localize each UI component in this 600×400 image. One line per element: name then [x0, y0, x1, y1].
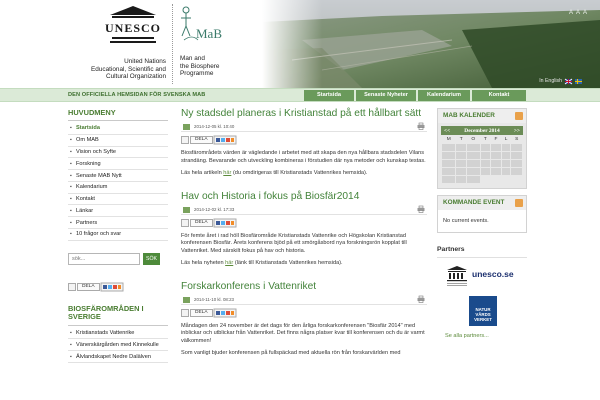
calendar-icon — [183, 297, 190, 303]
post-title-link[interactable]: Ny stadsdel planeras i Kristianstad på ett hållbart sätt — [181, 108, 422, 119]
news-feed — [181, 108, 427, 371]
mab-program-name — [180, 55, 219, 78]
menu-item-label: Senaste MAB Nytt — [76, 172, 122, 179]
unesco-line-2: Educational, Scientific and — [91, 65, 166, 73]
calendar-day[interactable] — [456, 159, 467, 167]
calendar-week — [442, 159, 523, 167]
calendar-day[interactable] — [467, 175, 480, 183]
print-icon[interactable] — [417, 296, 425, 303]
naturvardsverket-logo[interactable] — [469, 296, 497, 326]
post-body — [181, 233, 427, 268]
post-title-link[interactable]: Forskarkonferens i Vattenriket — [181, 280, 317, 292]
calendar-empty-cell — [501, 175, 511, 183]
bullet-icon: ▪ — [70, 160, 72, 167]
calendar-day[interactable] — [511, 143, 523, 151]
weekday-row — [442, 136, 523, 143]
hero-fade — [262, 0, 322, 88]
calendar-day[interactable] — [501, 167, 511, 175]
post-meta — [181, 123, 427, 132]
natur-line-3: VERKET — [474, 316, 492, 322]
prev-month-button[interactable]: << — [444, 127, 451, 134]
menu-item-om-mab[interactable] — [68, 135, 168, 147]
news-post — [181, 108, 427, 178]
site-tagline: DEN OFFICIELLA HEMSIDAN FÖR SVENSKA MAB — [68, 92, 206, 98]
menu-item-senaste-nytt[interactable] — [68, 170, 168, 182]
post-paragraph: För femte året i rad höll Biosfärområde Kristianstads Vattenrike och Högskolan Kristianstad konferensen Biosfär. Årets konferens bjöd på ett smörgåsbord nya forskningsrön kopplat till Vattenriket. Med särskilt fokus på hav och historia. — [181, 232, 407, 254]
menu-item-label: Kontakt — [76, 196, 95, 203]
calendar-week — [442, 167, 523, 175]
calendar-grid — [441, 136, 523, 184]
bullet-icon: ▪ — [70, 148, 72, 155]
sidebar-share-bar[interactable] — [68, 283, 168, 291]
post-share-bar[interactable] — [181, 309, 427, 317]
news-post — [181, 191, 427, 268]
share-plus-icon[interactable] — [181, 309, 189, 317]
calendar-week — [442, 175, 523, 183]
weekday-label: O — [471, 136, 476, 142]
post-date: 2014-12-02 kl. 17:33 — [194, 206, 235, 212]
weekday-label: L — [504, 136, 508, 142]
biosfar-item-label: Vänerskärgården med Kinnekulle — [76, 341, 159, 348]
rss-icon[interactable] — [515, 199, 523, 207]
natur-line-1: NATUR — [475, 306, 491, 312]
calendar-day[interactable] — [456, 143, 467, 151]
menu-item-label: 10 frågor och svar — [76, 231, 122, 238]
post-meta — [181, 296, 427, 305]
menu-item-partners[interactable] — [68, 217, 168, 229]
unesco-line-3: Cultural Organization — [105, 73, 166, 81]
calendar-heading-label: MAB KALENDER — [443, 112, 495, 119]
calendar-month-bar — [441, 126, 523, 135]
calendar-day[interactable] — [511, 167, 523, 175]
weekday-label: F — [494, 136, 498, 142]
menu-item-label: Forskning — [76, 160, 101, 167]
mab-logo[interactable] — [178, 0, 264, 88]
share-services-icon[interactable] — [101, 283, 123, 291]
post-title-link[interactable]: Hav och Historia i fokus på Biosfär2014 — [181, 190, 360, 202]
unesco-se-logo[interactable] — [445, 264, 514, 288]
calendar-day[interactable] — [511, 151, 523, 159]
logo-divider — [172, 4, 173, 84]
weekday-label: T — [483, 136, 487, 142]
calendar-day[interactable] — [501, 151, 511, 159]
calendar-week — [442, 143, 523, 151]
menu-item-label: Kalendarium — [76, 184, 108, 191]
calendar-day[interactable] — [491, 143, 502, 151]
font-size-controls[interactable]: A A A — [568, 10, 588, 16]
language-switcher[interactable] — [539, 78, 582, 84]
mab-line-2: the Biosphere — [180, 62, 220, 70]
events-empty-text: No current events. — [443, 217, 489, 224]
post-paragraph: Som vanligt bjuder konferensen på fullspäckad med aktuella rön från forskarvärlden med — [181, 350, 401, 356]
mab-wordmark: MaB — [196, 26, 222, 41]
text-segment: (länk till Kristianstads Vattenrikes hemsida). — [233, 260, 343, 266]
post-date: 2014-11-10 kl. 08:23 — [194, 296, 234, 302]
calendar-day[interactable] — [467, 143, 480, 151]
search-input[interactable] — [68, 253, 140, 265]
post-meta — [181, 206, 427, 215]
bullet-icon: ▪ — [70, 196, 72, 203]
print-icon[interactable] — [417, 206, 425, 213]
rss-icon[interactable] — [515, 112, 523, 120]
biosfar-item-kristianstad[interactable] — [68, 328, 168, 340]
calendar-day[interactable] — [442, 167, 456, 175]
share-services-icon[interactable] — [214, 136, 236, 144]
natur-line-2: VÅRDS — [475, 311, 491, 317]
share-plus-icon[interactable] — [181, 136, 189, 144]
weekday-label: S — [515, 136, 519, 142]
bullet-icon: ▪ — [70, 231, 72, 238]
share-label[interactable]: DELA — [190, 309, 213, 317]
calendar-day[interactable] — [511, 159, 523, 167]
read-more-link[interactable]: här — [223, 170, 232, 176]
biosfar-item-label: Kristianstads Vattenrike — [76, 330, 135, 337]
calendar-day[interactable] — [501, 143, 511, 151]
calendar-day[interactable] — [480, 151, 491, 159]
lang-label[interactable]: In English — [539, 78, 562, 84]
bullet-icon: ▪ — [70, 184, 72, 191]
calendar-day[interactable] — [480, 143, 491, 151]
calendar-icon — [183, 124, 190, 130]
left-sidebar — [68, 108, 168, 363]
menu-item-label: Partners — [76, 219, 98, 226]
naturvardsverket-wordmark — [469, 307, 497, 322]
share-label[interactable]: DELA — [190, 219, 213, 227]
bullet-icon: ▪ — [70, 207, 72, 214]
calendar-week — [442, 151, 523, 159]
text-segment: Läs hela nyheten — [181, 260, 226, 266]
menu-item-lankar[interactable] — [68, 205, 168, 217]
unesco-temple-icon — [104, 6, 162, 46]
biosfar-item-label: Älvlandskapet Nedre Dalälven — [76, 353, 151, 360]
unesco-wordmark: UNESCO — [104, 21, 162, 35]
share-label[interactable]: DELA — [77, 283, 100, 291]
unesco-logo[interactable] — [90, 0, 170, 88]
text-segment: (du omdirigeras till Kristianstads Vattenrikes hemsida). — [231, 170, 368, 176]
share-services-icon[interactable] — [214, 219, 236, 227]
calendar-day[interactable] — [456, 167, 467, 175]
search-form — [68, 253, 168, 265]
sweden-flag-icon[interactable] — [575, 79, 582, 84]
site-header — [0, 0, 600, 88]
calendar-widget — [437, 108, 527, 189]
calendar-day[interactable] — [501, 159, 511, 167]
unesco-se-wordmark: unesco.se — [472, 268, 514, 279]
post-paragraph: Biosfärområdets värden är vägledande i arbetet med att skapa den nya hållbara stadsdelen Vilans strandäng. Bevarande och utveckling kombineras i förstudien där nya metoder och kunskap testas. — [181, 150, 426, 164]
share-label[interactable]: DELA — [190, 136, 213, 144]
post-body — [181, 150, 427, 178]
uk-flag-icon[interactable] — [565, 79, 572, 84]
bullet-icon: ▪ — [70, 219, 72, 226]
calendar-day[interactable] — [456, 175, 467, 183]
biosfar-item-vanerskargarden[interactable] — [68, 339, 168, 351]
menu-item-kalendarium[interactable] — [68, 182, 168, 194]
all-partners-link[interactable]: Se alla partners... — [445, 332, 489, 339]
biosfar-item-alvlandskapet[interactable] — [68, 351, 168, 363]
post-share-bar[interactable] — [181, 219, 427, 227]
unesco-line-1: United Nations — [124, 58, 166, 65]
share-plus-icon[interactable] — [181, 219, 189, 227]
calendar-day[interactable] — [480, 159, 491, 167]
bullet-icon: ▪ — [70, 330, 72, 337]
menu-item-faq[interactable] — [68, 229, 168, 241]
right-sidebar — [437, 108, 527, 339]
menu-item-label: Startsida — [76, 125, 100, 132]
events-widget — [437, 195, 527, 233]
nav-tab-startsida[interactable]: Startsida — [304, 90, 354, 101]
bullet-icon: ▪ — [70, 125, 72, 132]
biosfar-heading: BIOSFÄROMRÅDEN I SVERIGE — [68, 305, 168, 326]
read-more-link[interactable]: här — [225, 260, 234, 266]
calendar-day[interactable] — [491, 167, 502, 175]
unesco-org-name — [90, 58, 166, 81]
top-nav-bar — [0, 88, 600, 102]
post-share-bar[interactable] — [181, 136, 427, 144]
calendar-icon — [183, 207, 190, 213]
calendar-month-label: December 2014 — [464, 127, 500, 134]
post-paragraph — [181, 260, 427, 268]
post-paragraph: Måndagen den 24 november är det dags för den årliga forskarkonferensen "Biosfär 2014" med inblickar och utblickar från Vattenriket. Det finns några platser kvar till konferensen och du är varmt välkommen! — [181, 322, 425, 344]
calendar-body — [438, 123, 526, 188]
calendar-day[interactable] — [442, 151, 456, 159]
calendar-day[interactable] — [480, 167, 491, 175]
nav-tab-kontakt[interactable]: Kontakt — [472, 90, 526, 101]
nav-tabs — [304, 90, 528, 101]
calendar-day[interactable] — [442, 159, 456, 167]
events-heading-label: KOMMANDE EVENT — [443, 198, 505, 206]
calendar-empty-cell — [480, 175, 491, 183]
share-plus-icon[interactable] — [68, 283, 76, 291]
weekday-label: T — [459, 136, 463, 142]
partners-section — [437, 246, 527, 339]
calendar-day[interactable] — [442, 143, 456, 151]
calendar-day[interactable] — [467, 159, 480, 167]
post-paragraph — [181, 170, 427, 178]
search-button[interactable]: SÖK — [143, 253, 160, 265]
nav-tab-senaste-nyheter[interactable]: Senaste Nyheter — [356, 90, 416, 101]
news-post — [181, 281, 427, 358]
mab-line-1: Man and — [180, 55, 205, 62]
calendar-day[interactable] — [491, 159, 502, 167]
post-date: 2014-12-05 kl. 10:40 — [194, 124, 235, 129]
calendar-day[interactable] — [456, 151, 467, 159]
main-menu-heading: HUVUDMENY — [68, 108, 168, 121]
partners-heading: Partners — [437, 246, 527, 258]
post-body — [181, 323, 427, 358]
mab-figure-icon — [178, 4, 228, 48]
bullet-icon: ▪ — [70, 172, 72, 179]
bullet-icon: ▪ — [70, 341, 72, 348]
events-heading — [438, 196, 526, 210]
menu-item-forskning[interactable] — [68, 158, 168, 170]
menu-item-vision[interactable] — [68, 147, 168, 159]
text-segment: Läs hela artikeln — [181, 170, 224, 176]
calendar-day[interactable] — [491, 151, 502, 159]
weekday-label: M — [446, 136, 451, 142]
mab-line-3: Programme — [180, 70, 214, 78]
menu-item-startsida[interactable] — [68, 123, 168, 135]
nav-tab-kalendarium[interactable]: Kalendarium — [418, 90, 470, 101]
calendar-day[interactable] — [467, 151, 480, 159]
bullet-icon: ▪ — [70, 137, 72, 144]
next-month-button[interactable]: >> — [513, 127, 520, 134]
menu-item-label: Länkar — [76, 207, 94, 214]
print-icon[interactable] — [417, 123, 425, 130]
calendar-empty-cell — [491, 175, 502, 183]
menu-item-label: Vision och Syfte — [76, 148, 117, 155]
menu-item-label: Om MAB — [76, 137, 99, 144]
calendar-day[interactable] — [442, 175, 456, 183]
calendar-heading — [438, 109, 526, 123]
calendar-day[interactable] — [467, 167, 480, 175]
calendar-empty-cell — [511, 175, 523, 183]
bullet-icon: ▪ — [70, 353, 72, 360]
share-services-icon[interactable] — [214, 309, 236, 317]
menu-item-kontakt[interactable] — [68, 194, 168, 206]
